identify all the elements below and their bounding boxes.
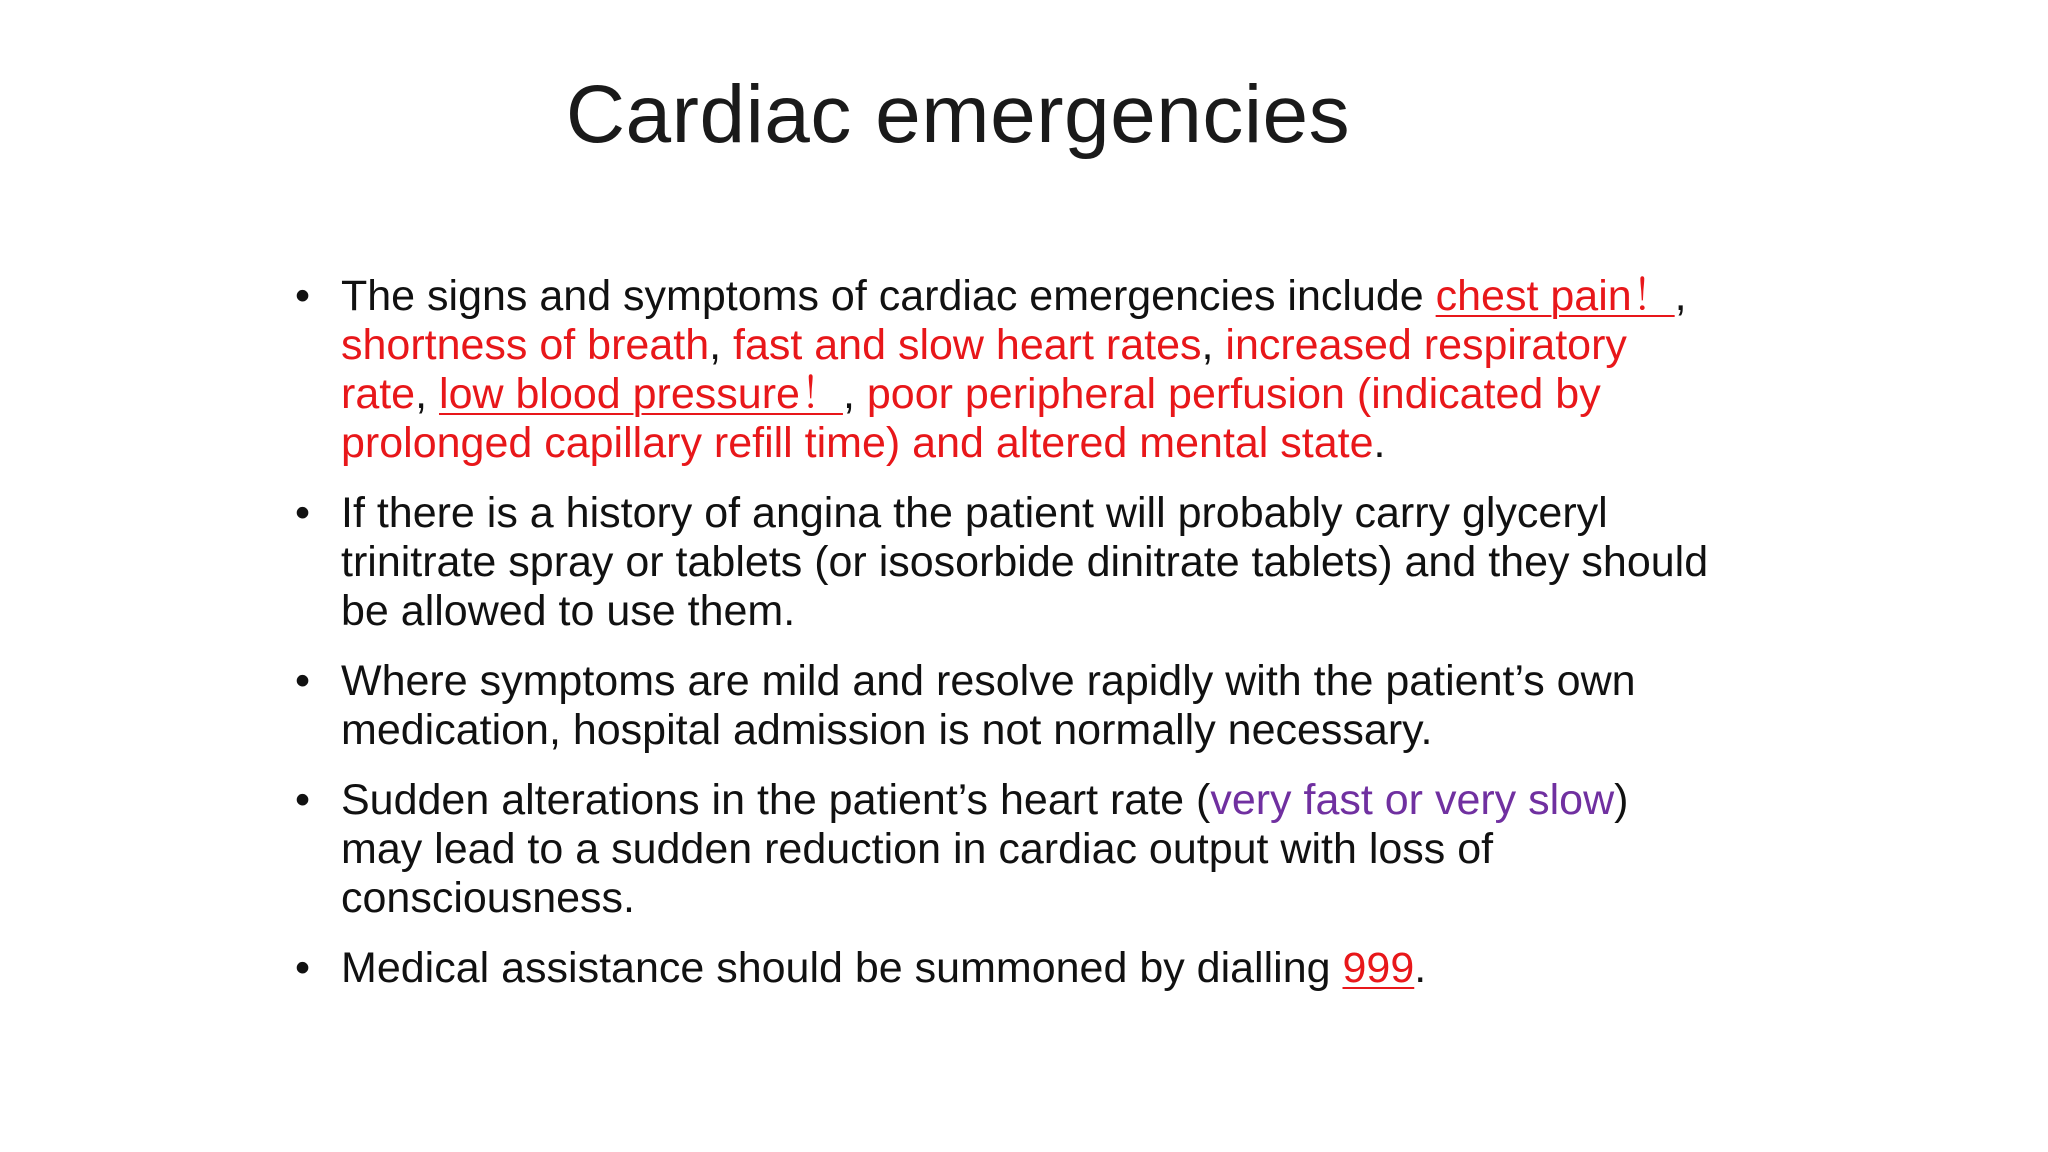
- highlight-perfusion: poor peripheral perfusion (indicated by prolonged capillary refill time) and altered mental state: [341, 370, 1601, 467]
- text-segment: If there is a history of angina the patient will probably carry glyceryl trinitrate spray or tablets (or isosorbide dinitrate tablets) and they should be allowed to use them.: [341, 489, 1709, 635]
- bullet-dot-icon: •: [295, 944, 311, 992]
- highlight-respiratory-rate: increased respiratory rate: [341, 321, 1627, 418]
- text-segment: .: [1373, 419, 1386, 467]
- bullet-item-symptoms: [295, 272, 1715, 468]
- text-segment: ,: [1674, 272, 1687, 320]
- highlight-heart-rates: fast and slow heart rates: [733, 321, 1202, 369]
- text-segment: The signs and symptoms of cardiac emergencies include: [341, 272, 1436, 320]
- bullet-list: [295, 272, 1715, 993]
- bullet-item-heart-rate: [295, 776, 1715, 923]
- slide-body: [295, 272, 1715, 1014]
- highlight-shortness-of-breath: shortness of breath: [341, 321, 710, 369]
- text-segment: Where symptoms are mild and resolve rapidly with the patient’s own medication, hospital admission is not normally necessary.: [341, 657, 1636, 754]
- bullet-item-mild-symptoms: [295, 657, 1715, 755]
- bullet-dot-icon: •: [295, 657, 311, 705]
- highlight-emergency-number: 999: [1342, 944, 1415, 992]
- text-segment: ) may lead to a sudden reduction in cardiac output with loss of consciousness.: [341, 776, 1629, 922]
- bullet-dot-icon: •: [295, 489, 311, 537]
- bullet-dot-icon: •: [295, 776, 311, 824]
- bullet-dot-icon: •: [295, 272, 311, 320]
- text-segment: ,: [842, 370, 867, 418]
- highlight-very-fast-or-slow: very fast or very slow: [1210, 776, 1615, 824]
- bullet-item-angina: [295, 489, 1715, 636]
- text-segment: ,: [415, 370, 440, 418]
- text-segment: ,: [1201, 321, 1226, 369]
- slide-title: Cardiac emergencies: [565, 69, 1351, 160]
- highlight-low-blood-pressure: low blood pressure！: [439, 370, 843, 418]
- text-segment: ,: [709, 321, 734, 369]
- text-segment: .: [1414, 944, 1427, 992]
- highlight-chest-pain: chest pain！: [1435, 272, 1675, 320]
- bullet-item-medical-assistance: [295, 944, 1715, 993]
- text-segment: Sudden alterations in the patient’s heart rate (: [341, 776, 1211, 824]
- text-segment: Medical assistance should be summoned by dialling: [341, 944, 1343, 992]
